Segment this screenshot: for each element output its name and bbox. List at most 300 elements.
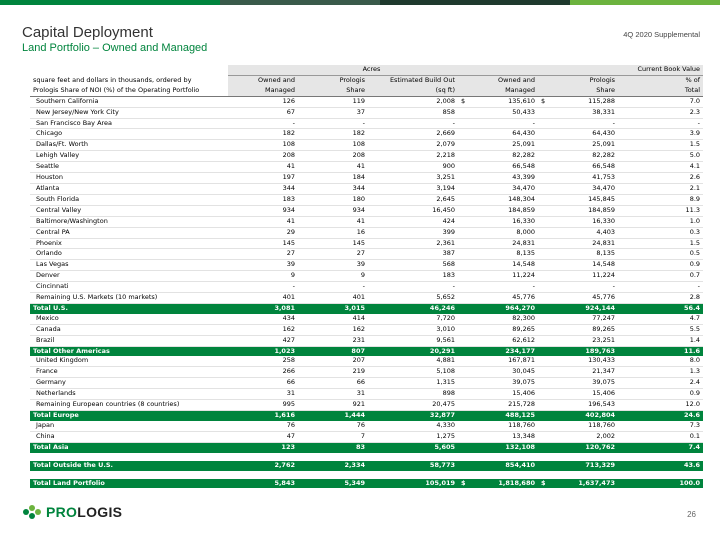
cell-c1: 427 [228, 335, 298, 346]
spacer-row [30, 471, 703, 479]
cell-c3: 2,645 [368, 194, 458, 205]
cell-c1: 258 [228, 356, 298, 366]
row-label: Phoenix [30, 238, 228, 249]
cell-c4: 39,075 [458, 378, 538, 389]
col4-header-1: Owned and [458, 75, 538, 85]
cell-c6: 7.0 [618, 96, 703, 107]
cell-c6: 2.6 [618, 173, 703, 184]
cell-c6: 24.6 [618, 411, 703, 421]
cell-c6: 0.5 [618, 249, 703, 260]
cell-c6: 8.9 [618, 194, 703, 205]
cell-c3: 58,773 [368, 461, 458, 471]
cell-c6: 1.4 [618, 335, 703, 346]
cell-c6: 2.4 [618, 378, 703, 389]
cell-c2: 184 [298, 173, 368, 184]
row-label: Houston [30, 173, 228, 184]
acres-group-header: Acres [228, 65, 458, 75]
cell-c1: 29 [228, 227, 298, 238]
cell-c6: 11.3 [618, 205, 703, 216]
total-row [30, 442, 703, 452]
row-label: Total U.S. [30, 303, 228, 313]
cell-c5: 4,403 [538, 227, 618, 238]
row-label: Total Land Portfolio [30, 479, 228, 489]
table-row [30, 356, 703, 366]
cell-c4: 184,859 [458, 205, 538, 216]
col2-header-1: Prologis [298, 75, 368, 85]
cell-c1: 31 [228, 389, 298, 400]
cell-c2: 182 [298, 129, 368, 140]
cell-c4: 132,108 [458, 442, 538, 452]
cell-c6: - [618, 118, 703, 129]
cell-c6: 7.4 [618, 442, 703, 452]
cell-c5: 82,282 [538, 151, 618, 162]
cell-c2: - [298, 282, 368, 293]
row-label: Central Valley [30, 205, 228, 216]
cell-c2: 145 [298, 238, 368, 249]
cell-c5: 2,002 [538, 431, 618, 442]
cell-c2: 9 [298, 271, 368, 282]
dollar-sign: $ [461, 96, 466, 105]
row-label: Denver [30, 271, 228, 282]
row-label: Lehigh Valley [30, 151, 228, 162]
cell-c4: 16,330 [458, 216, 538, 227]
row-label: Netherlands [30, 389, 228, 400]
table-row [30, 162, 703, 173]
cell-value: 135,610 [508, 96, 536, 105]
total-row [30, 346, 703, 356]
cell-c6: 5.0 [618, 151, 703, 162]
cell-c3: 858 [368, 107, 458, 118]
cell-c5: 77,247 [538, 314, 618, 324]
cell-c4: 62,612 [458, 335, 538, 346]
cell-c2: 344 [298, 183, 368, 194]
row-label: Atlanta [30, 183, 228, 194]
cell-c3: 900 [368, 162, 458, 173]
row-label: Total Other Americas [30, 346, 228, 356]
cell-c4: - [458, 118, 538, 129]
cell-c5: 39,075 [538, 378, 618, 389]
cell-c3: 2,008 [368, 96, 458, 107]
cell-c6: 0.9 [618, 260, 703, 271]
cell-c4: 64,430 [458, 129, 538, 140]
cell-c4: 118,760 [458, 421, 538, 431]
cell-c3: 105,019 [368, 479, 458, 489]
cell-c2: 16 [298, 227, 368, 238]
row-label: Central PA [30, 227, 228, 238]
cell-c2: 119 [298, 96, 368, 107]
cell-c1: 67 [228, 107, 298, 118]
cell-c1: 1,616 [228, 411, 298, 421]
cell-c2: 39 [298, 260, 368, 271]
cell-c5: 145,845 [538, 194, 618, 205]
cell-c4: 167,871 [458, 356, 538, 366]
row-label: Total Europe [30, 411, 228, 421]
cell-c1: 182 [228, 129, 298, 140]
table-row [30, 205, 703, 216]
cell-c1: 183 [228, 194, 298, 205]
cell-c3: 2,079 [368, 140, 458, 151]
cell-c5: 11,224 [538, 271, 618, 282]
cell-c1: 162 [228, 324, 298, 335]
cell-c5 [538, 96, 618, 107]
cell-c4: 50,433 [458, 107, 538, 118]
page-title: Capital Deployment [22, 24, 153, 41]
cell-c2: 231 [298, 335, 368, 346]
cell-c6: 43.6 [618, 461, 703, 471]
col2-header-2: Share [298, 86, 368, 96]
dollar-sign: $ [541, 478, 546, 487]
cell-c2: 219 [298, 367, 368, 378]
cell-c3: 5,108 [368, 367, 458, 378]
cell-c2: 66 [298, 378, 368, 389]
cell-c4: 215,728 [458, 400, 538, 411]
cell-c2: 3,015 [298, 303, 368, 313]
cell-c5: 8,135 [538, 249, 618, 260]
table-description-2: Prologis Share of NOI (%) of the Operating Portfolio [30, 86, 228, 96]
spacer-row [30, 453, 703, 461]
cell-c2: 180 [298, 194, 368, 205]
cell-c6: 56.4 [618, 303, 703, 313]
cell-c5: 34,470 [538, 183, 618, 194]
prologis-logo-icon [22, 504, 42, 520]
cell-c5: 64,430 [538, 129, 618, 140]
row-label: China [30, 431, 228, 442]
cell-c3: - [368, 118, 458, 129]
cell-c1: - [228, 282, 298, 293]
row-label: South Florida [30, 194, 228, 205]
cell-c6: 5.5 [618, 324, 703, 335]
table-row [30, 431, 703, 442]
cell-c4: 66,548 [458, 162, 538, 173]
cell-c4 [458, 479, 538, 489]
cell-c1: 2,762 [228, 461, 298, 471]
table-row [30, 271, 703, 282]
cell-c1: 66 [228, 378, 298, 389]
cell-c6: 1.0 [618, 216, 703, 227]
table-row [30, 173, 703, 184]
cell-c2: 162 [298, 324, 368, 335]
table-row [30, 378, 703, 389]
cell-c6: 7.3 [618, 421, 703, 431]
row-label: Remaining European countries (8 countries) [30, 400, 228, 411]
cell-c1: 344 [228, 183, 298, 194]
cell-c2: 5,349 [298, 479, 368, 489]
cell-c5: 89,265 [538, 324, 618, 335]
cell-c6: 3.9 [618, 129, 703, 140]
cell-c3: 20,291 [368, 346, 458, 356]
cell-c1: 401 [228, 293, 298, 304]
page-subtitle: Land Portfolio – Owned and Managed [22, 42, 208, 54]
cell-c3: 3,251 [368, 173, 458, 184]
table-row [30, 194, 703, 205]
table-row [30, 260, 703, 271]
col4-header-2: Managed [458, 86, 538, 96]
row-label: Canada [30, 324, 228, 335]
cell-c2: 208 [298, 151, 368, 162]
row-label: Total Outside the U.S. [30, 461, 228, 471]
cell-c3: 20,475 [368, 400, 458, 411]
cell-c2: 41 [298, 162, 368, 173]
cell-c1: 197 [228, 173, 298, 184]
cell-c5: 66,548 [538, 162, 618, 173]
row-label: Southern California [30, 96, 228, 107]
table-row [30, 118, 703, 129]
cell-c5: 189,763 [538, 346, 618, 356]
cell-c4: 24,831 [458, 238, 538, 249]
cell-c3: 32,877 [368, 411, 458, 421]
row-label: Japan [30, 421, 228, 431]
table-row [30, 282, 703, 293]
total-row [30, 303, 703, 313]
cell-c5: - [538, 282, 618, 293]
cell-c4: 488,125 [458, 411, 538, 421]
page-number: 26 [687, 510, 696, 519]
dollar-sign: $ [461, 478, 466, 487]
cell-c5: 184,859 [538, 205, 618, 216]
row-label: France [30, 367, 228, 378]
cell-c2: 27 [298, 249, 368, 260]
table-row [30, 367, 703, 378]
cell-c1: 5,843 [228, 479, 298, 489]
header-group-row [30, 65, 703, 75]
cell-c4: 82,282 [458, 151, 538, 162]
table-row [30, 249, 703, 260]
cell-c2: 83 [298, 442, 368, 452]
table-row [30, 227, 703, 238]
cell-c2: 207 [298, 356, 368, 366]
cell-c3: 4,330 [368, 421, 458, 431]
col6-header-2: Total [618, 86, 703, 96]
cell-c1: 3,081 [228, 303, 298, 313]
cell-c2: 2,334 [298, 461, 368, 471]
logo-wordmark: PROLOGIS [46, 504, 123, 520]
col5-header-1: Prologis [538, 75, 618, 85]
cell-c6: 12.0 [618, 400, 703, 411]
table-row [30, 400, 703, 411]
cell-c6: 0.7 [618, 271, 703, 282]
cell-c3: 183 [368, 271, 458, 282]
table-row [30, 151, 703, 162]
cell-c1: 41 [228, 162, 298, 173]
table-description-1: square feet and dollars in thousands, ordered by [33, 75, 192, 84]
cell-c3: 2,218 [368, 151, 458, 162]
cell-c4: 82,300 [458, 314, 538, 324]
cell-c1: 108 [228, 140, 298, 151]
cell-c2: 1,444 [298, 411, 368, 421]
header-row-1 [30, 75, 703, 85]
row-label: United Kingdom [30, 356, 228, 366]
cell-c6: 4.7 [618, 314, 703, 324]
cell-c2: 401 [298, 293, 368, 304]
cell-c1: 434 [228, 314, 298, 324]
total-row [30, 461, 703, 471]
cell-c5: 15,406 [538, 389, 618, 400]
cell-c3: 5,605 [368, 442, 458, 452]
cell-c1: 934 [228, 205, 298, 216]
cell-c1: 126 [228, 96, 298, 107]
cell-c5: 713,329 [538, 461, 618, 471]
col6-header-1: % of [618, 75, 703, 85]
cell-c3: 3,010 [368, 324, 458, 335]
cell-c6: 0.3 [618, 227, 703, 238]
col3-header-2: (sq ft) [368, 86, 458, 96]
cell-c4: 34,470 [458, 183, 538, 194]
cell-c3: - [368, 282, 458, 293]
cell-c3: 424 [368, 216, 458, 227]
table-row [30, 324, 703, 335]
cell-c6: 8.0 [618, 356, 703, 366]
cell-c4: 43,399 [458, 173, 538, 184]
cell-c4: 8,135 [458, 249, 538, 260]
cell-c6: 0.9 [618, 389, 703, 400]
row-label: Cincinnati [30, 282, 228, 293]
cell-c4: 234,177 [458, 346, 538, 356]
cell-c4: 964,270 [458, 303, 538, 313]
row-label: Total Asia [30, 442, 228, 452]
cell-c4: 854,410 [458, 461, 538, 471]
table-row [30, 335, 703, 346]
cell-c5: 924,144 [538, 303, 618, 313]
dollar-sign: $ [541, 96, 546, 105]
cell-c6: 1.3 [618, 367, 703, 378]
col1-header-2: Managed [228, 86, 298, 96]
table-row [30, 389, 703, 400]
cell-c5: 41,753 [538, 173, 618, 184]
table-row [30, 314, 703, 324]
cell-c1: - [228, 118, 298, 129]
cell-c3: 46,246 [368, 303, 458, 313]
cell-c5: 23,251 [538, 335, 618, 346]
cell-c3: 387 [368, 249, 458, 260]
cell-c3: 16,450 [368, 205, 458, 216]
row-label: Remaining U.S. Markets (10 markets) [30, 293, 228, 304]
table-row [30, 421, 703, 431]
cell-c5: 16,330 [538, 216, 618, 227]
cell-c5: 14,548 [538, 260, 618, 271]
cell-c2: 76 [298, 421, 368, 431]
cell-c5: 196,543 [538, 400, 618, 411]
cell-c3: 2,669 [368, 129, 458, 140]
cell-c1: 47 [228, 431, 298, 442]
col5-header-2: Share [538, 86, 618, 96]
cell-c2: 37 [298, 107, 368, 118]
cell-c1: 123 [228, 442, 298, 452]
cell-c5: 120,762 [538, 442, 618, 452]
cell-c2: - [298, 118, 368, 129]
cell-c3: 9,561 [368, 335, 458, 346]
cell-c4: 8,000 [458, 227, 538, 238]
cell-c5: 38,331 [538, 107, 618, 118]
cell-c1: 995 [228, 400, 298, 411]
cell-c1: 76 [228, 421, 298, 431]
row-label: Chicago [30, 129, 228, 140]
total-row [30, 411, 703, 421]
row-label: Germany [30, 378, 228, 389]
land-portfolio-table [30, 65, 703, 488]
cell-c6: 2.3 [618, 107, 703, 118]
top-color-bar [0, 0, 720, 5]
cell-c6: 100.0 [618, 479, 703, 489]
cell-c2: 921 [298, 400, 368, 411]
cell-c4: 13,348 [458, 431, 538, 442]
row-label: Brazil [30, 335, 228, 346]
cell-c4: 30,045 [458, 367, 538, 378]
cell-c4: 14,548 [458, 260, 538, 271]
cell-c3: 5,652 [368, 293, 458, 304]
cell-c6: - [618, 282, 703, 293]
cell-c2: 807 [298, 346, 368, 356]
cell-c6: 1.5 [618, 238, 703, 249]
cell-c3: 7,720 [368, 314, 458, 324]
row-label: Seattle [30, 162, 228, 173]
cell-c6: 1.5 [618, 140, 703, 151]
cell-c5: 25,091 [538, 140, 618, 151]
cell-c1: 266 [228, 367, 298, 378]
cell-c2: 41 [298, 216, 368, 227]
report-tag: 4Q 2020 Supplemental [623, 30, 700, 39]
cell-c6: 0.1 [618, 431, 703, 442]
cell-c3: 399 [368, 227, 458, 238]
cell-value: 1,637,473 [578, 478, 616, 487]
cell-c3: 4,881 [368, 356, 458, 366]
cell-c3: 898 [368, 389, 458, 400]
total-row [30, 479, 703, 489]
cell-c4: 45,776 [458, 293, 538, 304]
cell-c1: 1,023 [228, 346, 298, 356]
cell-c4: 25,091 [458, 140, 538, 151]
prologis-logo [22, 504, 122, 520]
cell-c6: 2.8 [618, 293, 703, 304]
cell-value: 1,818,680 [498, 478, 536, 487]
col1-header-1: Owned and [228, 75, 298, 85]
header-row-2 [30, 86, 703, 96]
cell-value: 115,288 [588, 96, 616, 105]
cell-c2: 31 [298, 389, 368, 400]
table-row [30, 129, 703, 140]
cell-c2: 934 [298, 205, 368, 216]
cell-c1: 41 [228, 216, 298, 227]
table-row [30, 216, 703, 227]
row-label: San Francisco Bay Area [30, 118, 228, 129]
cell-c5: 21,347 [538, 367, 618, 378]
cell-c3: 2,361 [368, 238, 458, 249]
table-row [30, 96, 703, 107]
cell-c5: 402,804 [538, 411, 618, 421]
table-row [30, 293, 703, 304]
cell-c4: 89,265 [458, 324, 538, 335]
cbv-group-header: Current Book Value [538, 65, 703, 75]
cell-c5: 118,760 [538, 421, 618, 431]
table-row [30, 183, 703, 194]
cell-c6: 4.1 [618, 162, 703, 173]
cell-c4 [458, 96, 538, 107]
row-label: New Jersey/New York City [30, 107, 228, 118]
cell-c1: 208 [228, 151, 298, 162]
cell-c2: 414 [298, 314, 368, 324]
table-row [30, 107, 703, 118]
cell-c2: 108 [298, 140, 368, 151]
cell-c6: 2.1 [618, 183, 703, 194]
cell-c6: 11.6 [618, 346, 703, 356]
cell-c4: 148,304 [458, 194, 538, 205]
row-label: Las Vegas [30, 260, 228, 271]
cell-c3: 1,275 [368, 431, 458, 442]
cell-c4: 15,406 [458, 389, 538, 400]
table-row [30, 238, 703, 249]
row-label: Orlando [30, 249, 228, 260]
cell-c1: 145 [228, 238, 298, 249]
cell-c5 [538, 479, 618, 489]
